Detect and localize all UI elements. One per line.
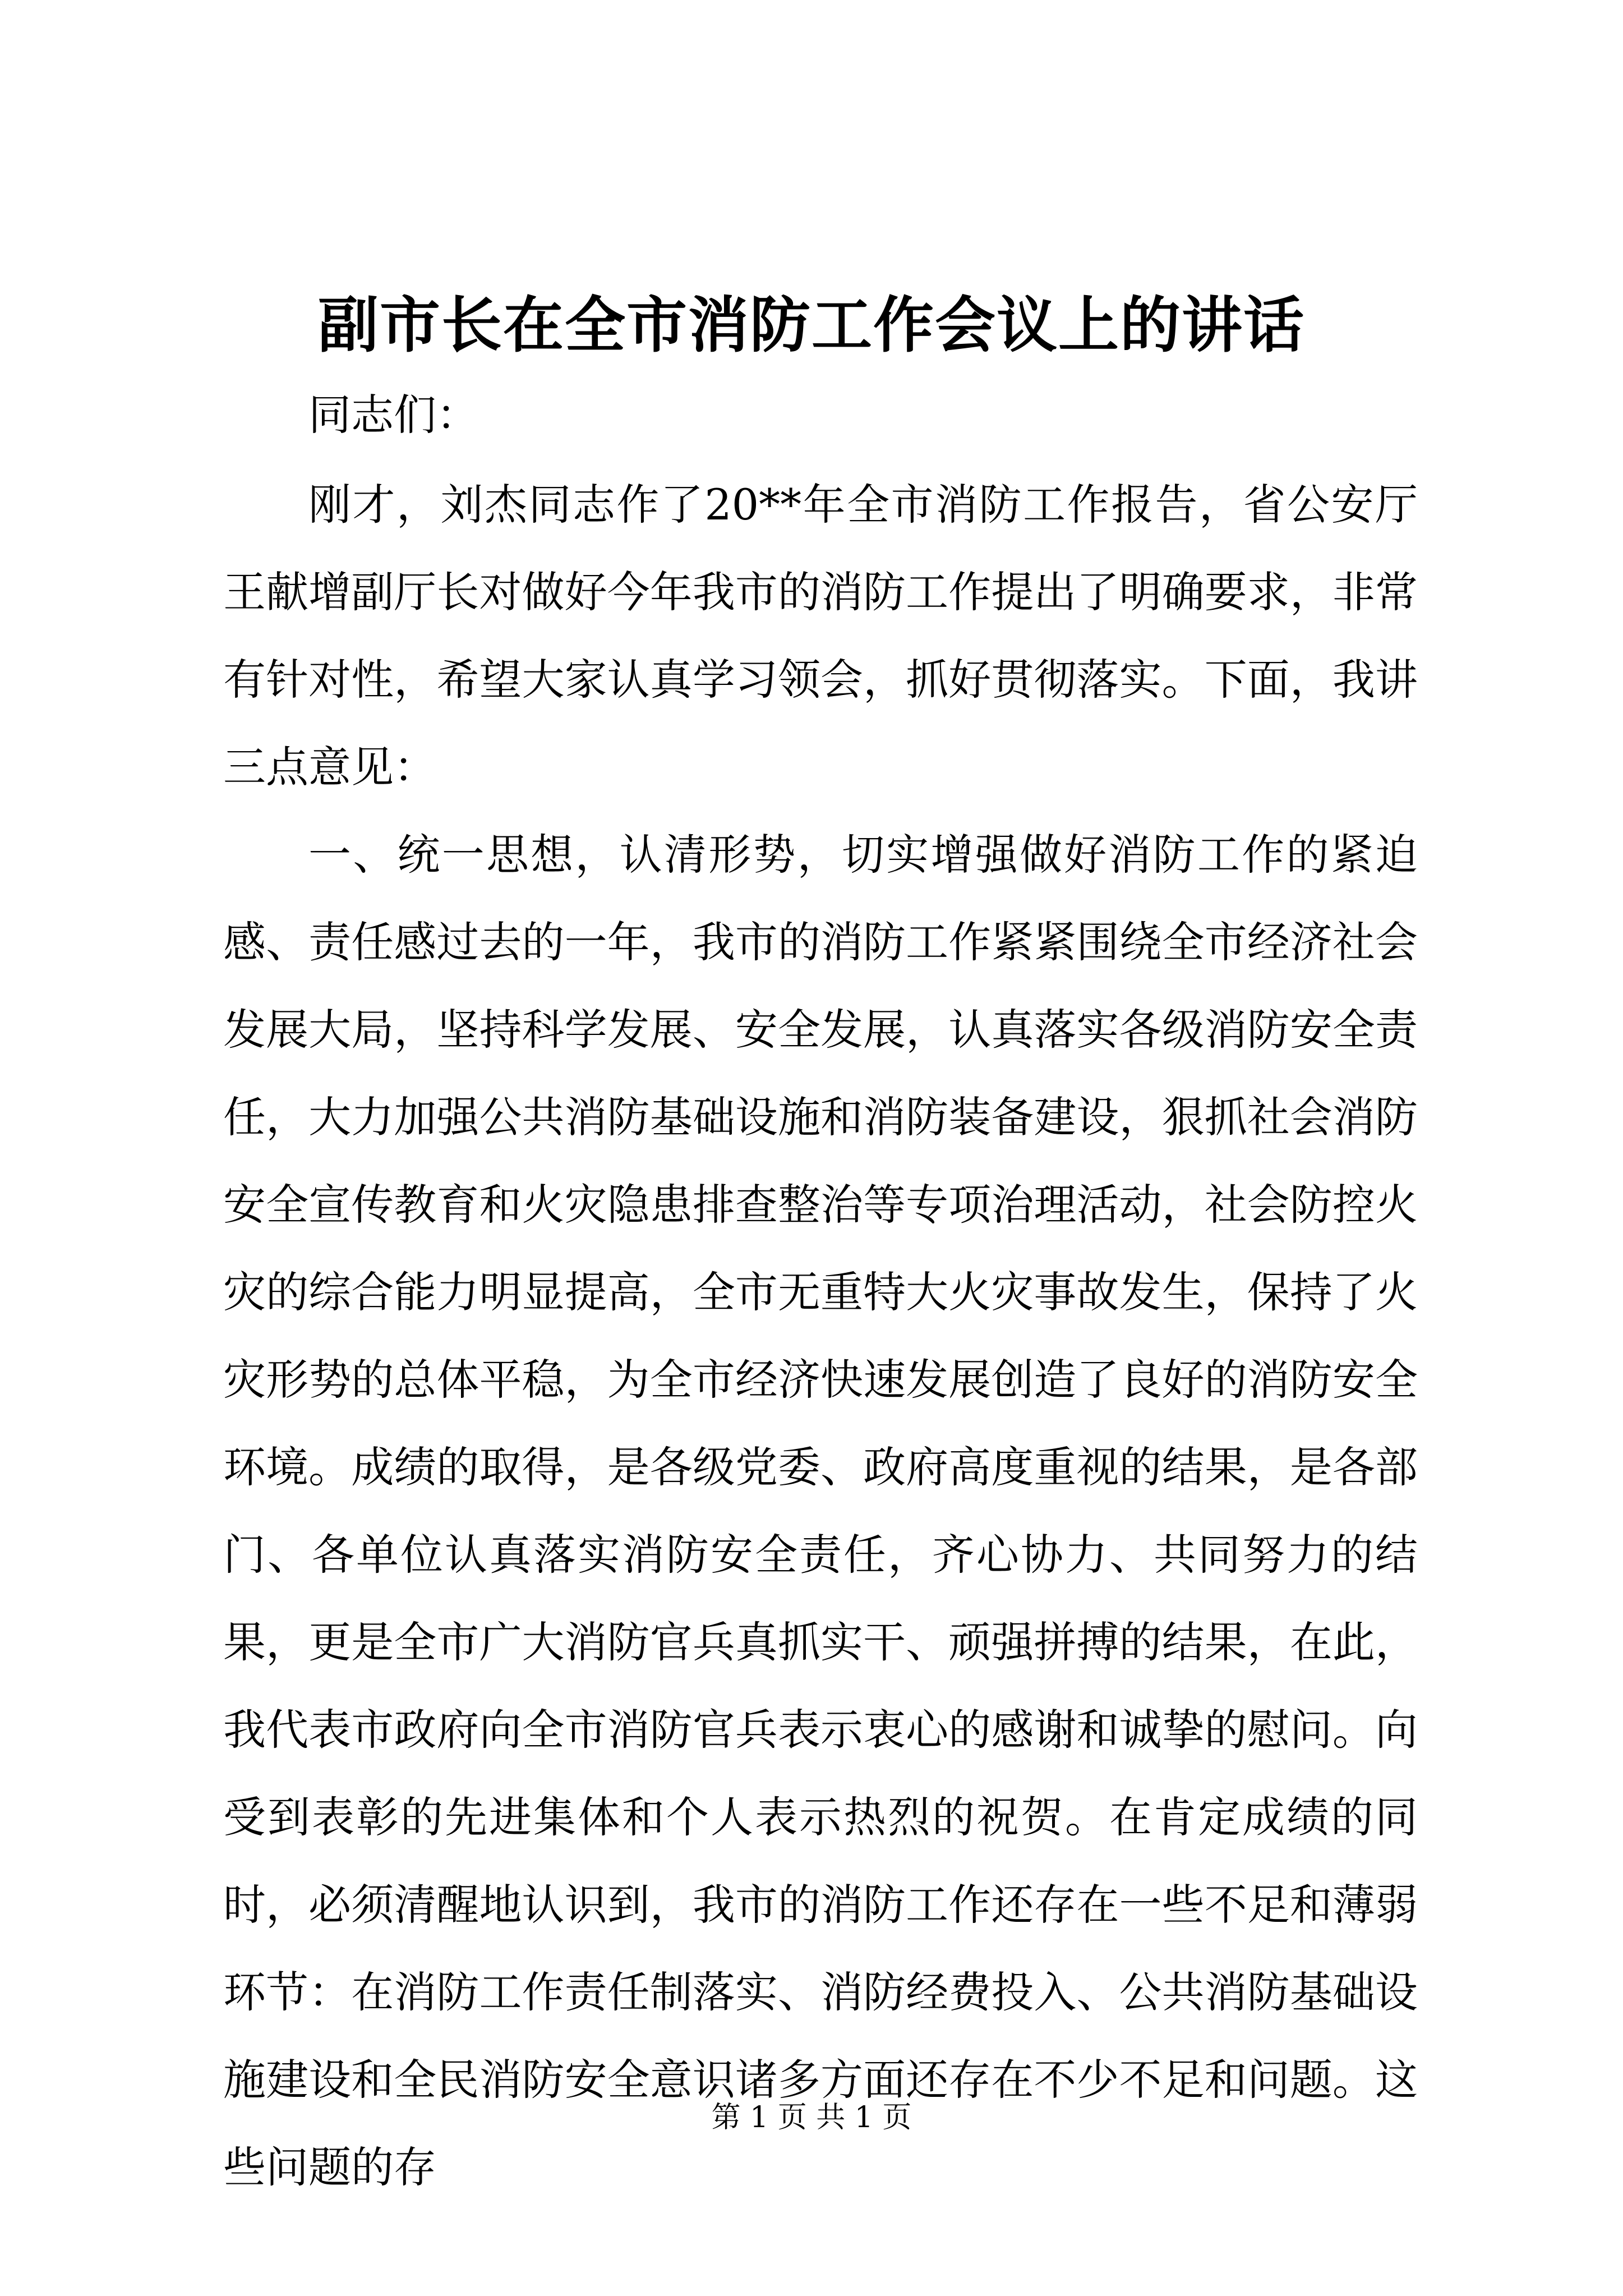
salutation: 同志们： <box>308 390 479 440</box>
document-title: 副市长在全市消防工作会议上的讲话 <box>317 290 1305 361</box>
paragraph-section-one: 一、统一思想，认清形势，切实增强做好消防工作的紧迫感、责任感过去的一年，我市的消防工作紧紧围绕全市经济社会发展大局，坚持科学发展、安全发展，认真落实各级消防安全责任，大力加强公共消防基础设施和消防装备建设，狠抓社会消防安全宣传教育和火灾隐患排查整治等专项治理活动，社会防控火灾的综合能力明显提高，全市无重特大火灾事故发生，保持了火灾形势的总体平稳，为全市经济快速发展创造了良好的消防安全环境。成绩的取得，是各级党委、政府高度重视的结果，是各部门、各单位认真落实消防安全责任，齐心协力、共同努力的结果，更是全市广大消防官兵真抓实干、顽强拼搏的结果，在此，我代表市政府向全市消防官兵表示衷心的感谢和诚挚的慰问。向受到表彰的先进集体和个人表示热烈的祝贺。在肯定成绩的同时，必须清醒地认识到，我市的消防工作还存在一些不足和薄弱环节：在消防工作责任制落实、消防经费投入、公共消防基础设施建设和全民消防安全意识诸多方面还存在不少不足和问题。这些问题的存 <box>223 830 1418 2192</box>
page-footer: 第 1 页 共 1 页 <box>711 2101 912 2134</box>
paragraph-intro: 刚才，刘杰同志作了20**年全市消防工作报告，省公安厅王献增副厅长对做好今年我市的消防工作提出了明确要求，非常有针对性，希望大家认真学习领会，抓好贯彻落实。下面，我讲三点意见： <box>223 480 1418 792</box>
